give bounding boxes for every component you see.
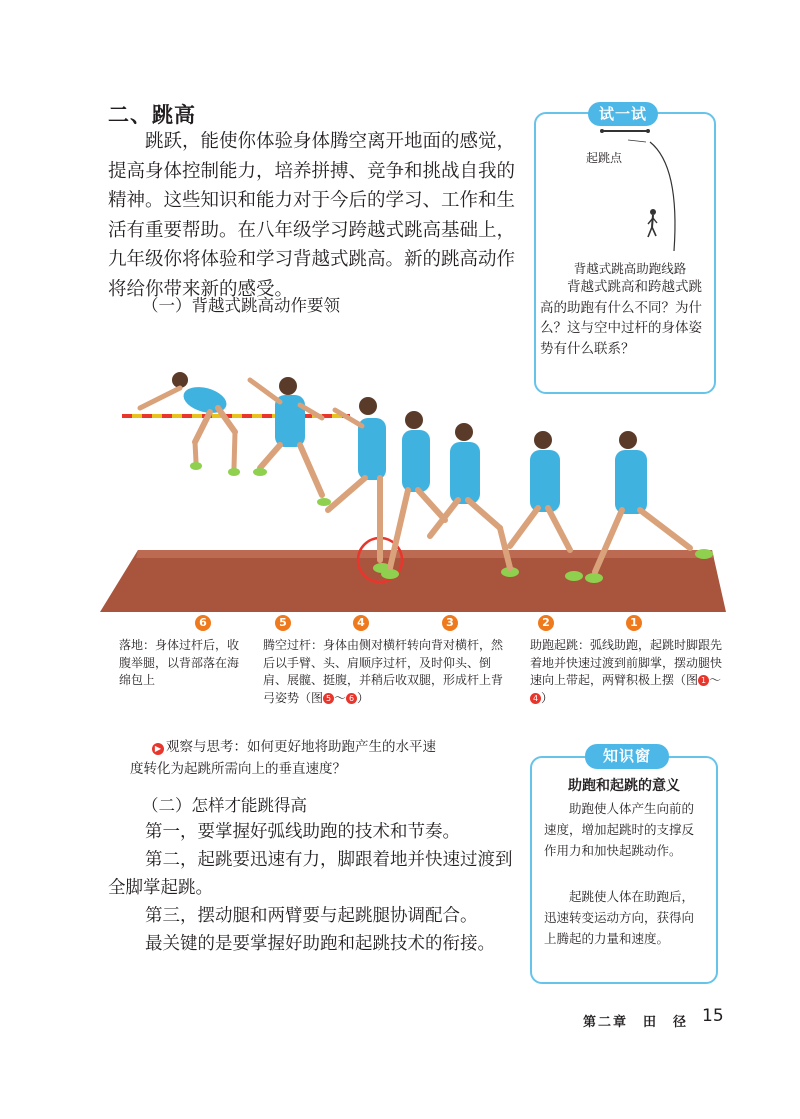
knowledge-window-tag: 知识窗 [585,744,669,769]
section-title: 二、跳高 [108,103,196,127]
high-jump-sequence-illustration [100,350,740,615]
subsection-title-jump-higher: （二）怎样才能跳得高 [142,796,307,815]
step-number-4: 4 [353,615,369,631]
inline-step-1: 1 [698,675,709,686]
caption-run-up: 助跑起跳：弧线助跑，起跳时脚跟先着地并快速过渡到前脚掌，摆动腿快速向上带起，两臂积极上摆（图 1 ～4 ） [530,638,723,705]
inline-step-5: 5 [323,693,334,704]
approach-route-diagram [540,126,708,256]
try-it-question: 背越式跳高和跨越式跳高的助跑有什么不同？为什么？这与空中过杆的身体姿势有什么联系？ [540,279,702,357]
curved-route-path [650,142,675,251]
intro-paragraph: 跳跃，能使你体验身体腾空离开地面的感觉，提高身体控制能力，培养拼搏、竞争和挑战自我的精神。这些知识和能力对于今后的学习、工作和生活有重要帮助。在八年级学习跨越式跳高基础上，九年级你将体验和学习背越式跳高。新的跳高动作将给你带来新的感受。 [108,131,516,300]
page-number: 15 [702,1006,724,1026]
running-track [100,550,726,612]
takeoff-pointer [628,140,646,142]
inline-step-6: 6 [346,693,357,704]
bar-end-left [600,129,604,133]
step-number-3: 3 [442,615,458,631]
subsection-title-technique: （一）背越式跳高动作要领 [142,296,340,315]
knowledge-window-title: 助跑和起跳的意义 [568,778,680,794]
observe-and-think-continued: 度转化为起跳所需向上的垂直速度？ [130,761,346,777]
step-number-5: 5 [275,615,291,631]
point-third: 第三，摆动腿和两臂要与起跳腿协调配合。 [145,906,478,926]
play-icon: ▶ [152,743,164,755]
takeoff-point-label: 起跳点 [586,151,623,165]
athlete-figure-6 [140,372,240,476]
step-number-6: 6 [195,615,211,631]
try-it-tag: 试一试 [588,102,658,126]
athlete-figure-5 [250,377,331,506]
point-key: 最关键的是要掌握好助跑和起跳技术的衔接。 [145,934,495,954]
footer-chapter: 第二章 田 径 [583,1015,689,1030]
inline-step-4: 4 [530,693,541,704]
point-second: 第二，起跳要迅速有力，脚跟着地并快速过渡到全脚掌起跳。 [108,850,513,898]
route-caption: 背越式跳高助跑线路 [573,261,687,276]
runner-figure [648,209,657,237]
caption-flight: 腾空过杆：身体由侧对横杆转向背对横杆，然后以手臂、头、肩顺序过杆，及时仰头、倒肩、展髋、挺腹，并稍后收双腿，形成杆上背弓姿势（图 5 ～ 6 ） [263,638,504,705]
caption-landing: 落地：身体过杆后，收腹举腿，以背部落在海绵包上 [119,638,240,687]
step-number-1: 1 [626,615,642,631]
point-first: 第一，要掌握好弧线助跑的技术和节奏。 [145,822,460,842]
bar-end-right [646,129,650,133]
knowledge-paragraph-takeoff: 起跳使人体在助跑后，迅速转变运动方向，获得向上腾起的力量和速度。 [544,889,695,946]
knowledge-paragraph-run-up: 助跑使人体产生向前的速度，增加起跳时的支撑反作用力和加快起跳动作。 [544,801,695,858]
athlete-figure-4 [328,397,391,573]
step-number-2: 2 [538,615,554,631]
observe-and-think: ▶ 观察与思考：如何更好地将助跑产生的水平速 [152,736,527,758]
